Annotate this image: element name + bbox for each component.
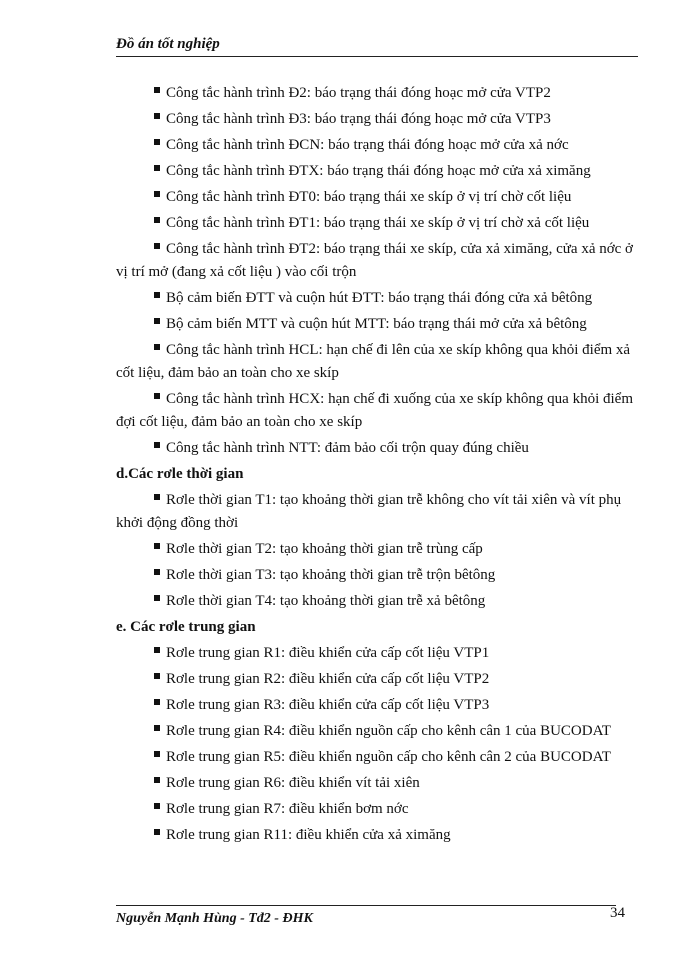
list-item xyxy=(116,746,636,769)
list-item-text: Rơle trung gian R2: điều khiển cửa cấp cốt liệu VTP2 xyxy=(166,671,490,687)
page-header: Đồ án tốt nghiệp xyxy=(116,36,220,52)
square-bullet-icon xyxy=(154,777,160,783)
list-item xyxy=(116,388,636,434)
square-bullet-icon xyxy=(154,243,160,249)
list-item-text: Rơle trung gian R1: điều khiển cửa cấp cốt liệu VTP1 xyxy=(166,645,490,661)
square-bullet-icon xyxy=(154,165,160,171)
list-item xyxy=(116,489,636,535)
list-item-text: Công tắc hành trình ĐT1: báo trạng thái xe skíp ở vị trí chờ xả cốt liệu xyxy=(166,215,590,231)
list-item-text: Rơle trung gian R11: điều khiển cửa xả ximăng xyxy=(166,827,451,843)
square-bullet-icon xyxy=(154,751,160,757)
list-item xyxy=(116,590,636,613)
section-heading: d.Các rơle thời gian xyxy=(116,466,244,482)
square-bullet-icon xyxy=(154,803,160,809)
list-item-text: Công tắc hành trình NTT: đảm bảo cối trộn quay đúng chiều xyxy=(166,440,529,456)
document-body xyxy=(116,82,636,850)
square-bullet-icon xyxy=(154,217,160,223)
list-item xyxy=(116,238,636,284)
square-bullet-icon xyxy=(154,393,160,399)
list-item-text: Công tắc hành trình HCL: hạn chế đi lên của xe skíp không qua khỏi điểm xả cốt liệu, đảm bảo an toàn cho xe skíp xyxy=(116,342,631,381)
list-item-text: Bộ cảm biến MTT và cuộn hút MTT: báo trạng thái mở cửa xả bêtông xyxy=(166,316,587,332)
square-bullet-icon xyxy=(154,344,160,350)
list-item-text: Công tắc hành trình ĐT0: báo trạng thái xe skíp ở vị trí chờ cốt liệu xyxy=(166,189,572,205)
list-item-text: Rơle trung gian R6: điều khiển vít tải xiên xyxy=(166,775,420,791)
square-bullet-icon xyxy=(154,543,160,549)
list-item-text: Bộ cảm biến ĐTT và cuộn hút ĐTT: báo trạng thái đóng cửa xả bêtông xyxy=(166,290,593,306)
square-bullet-icon xyxy=(154,139,160,145)
list-item-text: Công tắc hành trình Đ2: báo trạng thái đóng hoạc mở cửa VTP2 xyxy=(166,85,551,101)
list-item xyxy=(116,642,636,665)
list-item xyxy=(116,772,636,795)
square-bullet-icon xyxy=(154,494,160,500)
list-item xyxy=(116,668,636,691)
list-item xyxy=(116,287,636,310)
list-item-text: Rơle trung gian R4: điều khiển nguồn cấp cho kênh cân 1 của BUCODAT xyxy=(166,723,611,739)
list-item xyxy=(116,720,636,743)
list-item xyxy=(116,824,636,847)
square-bullet-icon xyxy=(154,725,160,731)
list-item xyxy=(116,134,636,157)
list-item xyxy=(116,108,636,131)
section-heading: e. Các rơle trung gian xyxy=(116,619,256,635)
square-bullet-icon xyxy=(154,442,160,448)
list-item-text: Công tắc hành trình ĐT2: báo trạng thái xe skíp, cửa xả ximăng, cửa xả nớc ở vị trí mở (đang xả cốt liệu ) vào cối trộn xyxy=(116,241,633,280)
square-bullet-icon xyxy=(154,191,160,197)
list-item xyxy=(116,82,636,105)
square-bullet-icon xyxy=(154,699,160,705)
square-bullet-icon xyxy=(154,292,160,298)
square-bullet-icon xyxy=(154,829,160,835)
list-item xyxy=(116,160,636,183)
list-item-text: Công tắc hành trình Đ3: báo trạng thái đóng hoạc mở cửa VTP3 xyxy=(166,111,551,127)
list-item-text: Công tắc hành trình ĐTX: báo trạng thái đóng hoạc mở cửa xả ximăng xyxy=(166,163,591,179)
list-item-text: Rơle trung gian R5: điều khiển nguồn cấp cho kênh cân 2 của BUCODAT xyxy=(166,749,611,765)
list-item-text: Công tắc hành trình ĐCN: báo trạng thái đóng hoạc mở cửa xả nớc xyxy=(166,137,569,153)
list-item-text: Rơle thời gian T4: tạo khoảng thời gian trễ xả bêtông xyxy=(166,593,486,609)
list-item-text: Rơle trung gian R3: điều khiển cửa cấp cốt liệu VTP3 xyxy=(166,697,490,713)
square-bullet-icon xyxy=(154,113,160,119)
list-item xyxy=(116,212,636,235)
list-item xyxy=(116,538,636,561)
list-item xyxy=(116,313,636,336)
square-bullet-icon xyxy=(154,87,160,93)
square-bullet-icon xyxy=(154,318,160,324)
list-item xyxy=(116,798,636,821)
header-divider xyxy=(116,56,638,57)
square-bullet-icon xyxy=(154,569,160,575)
square-bullet-icon xyxy=(154,673,160,679)
footer-divider xyxy=(116,905,616,906)
list-item-text: Rơle trung gian R7: điều khiển bơm nớc xyxy=(166,801,409,817)
list-item xyxy=(116,437,636,460)
list-item-text: Công tắc hành trình HCX: hạn chế đi xuống của xe skíp không qua khỏi điểm đợi cốt liệu, đảm bảo an toàn cho xe skíp xyxy=(116,391,633,430)
page-number: 34 xyxy=(610,905,625,921)
footer-author: Nguyễn Mạnh Hùng - Tđ2 - ĐHK xyxy=(116,911,313,926)
list-item-text: Rơle thời gian T2: tạo khoảng thời gian trễ trùng cấp xyxy=(166,541,483,557)
list-item-text: Rơle thời gian T3: tạo khoảng thời gian trễ trộn bêtông xyxy=(166,567,496,583)
square-bullet-icon xyxy=(154,647,160,653)
list-item xyxy=(116,694,636,717)
list-item xyxy=(116,186,636,209)
list-item xyxy=(116,564,636,587)
list-item-text: Rơle thời gian T1: tạo khoảng thời gian trễ không cho vít tải xiên và vít phụ khởi động đồng thời xyxy=(116,492,622,531)
square-bullet-icon xyxy=(154,595,160,601)
list-item xyxy=(116,339,636,385)
